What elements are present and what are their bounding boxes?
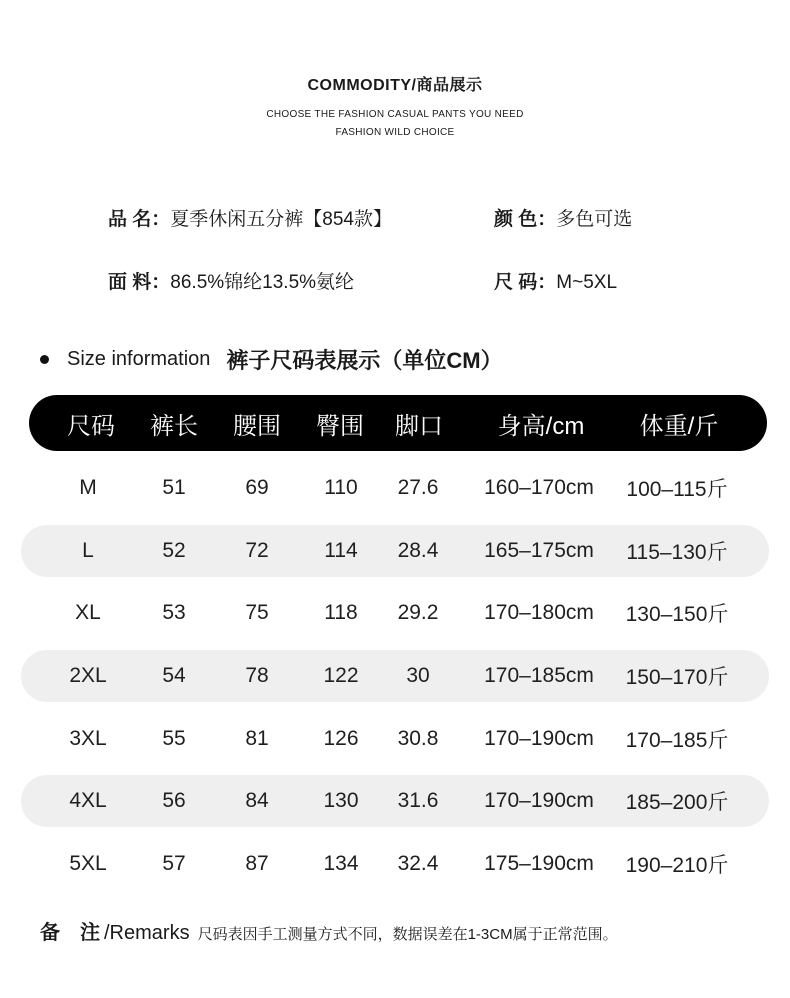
cell-waist: 69 — [245, 476, 269, 499]
product-name-label: 品 名： — [108, 209, 171, 230]
product-size-range — [494, 267, 617, 294]
cell-weight: 185–200斤 — [625, 791, 729, 814]
cell-hip: 114 — [324, 539, 358, 562]
product-size-label: 尺 码： — [494, 272, 557, 293]
bullet-icon — [40, 355, 49, 364]
remarks-note: 尺码表因手工测量方式不同，数据误差在1-3CM属于正常范围。 — [197, 926, 618, 943]
cell-waist: 75 — [245, 601, 269, 624]
cell-height: 170–190cm — [484, 789, 594, 812]
header-height: 身高/cm — [497, 412, 585, 440]
table-row — [21, 650, 769, 702]
header-length: 裤长 — [150, 412, 198, 440]
page-tagline: FASHION WILD CHOICE — [335, 127, 455, 138]
cell-weight: 100–115斤 — [626, 478, 728, 501]
table-row — [21, 587, 769, 639]
product-color — [494, 204, 632, 231]
cell-weight: 190–210斤 — [625, 854, 729, 877]
cell-weight: 150–170斤 — [625, 666, 729, 689]
cell-size: M — [79, 476, 97, 499]
section-label-en: Size information — [67, 348, 211, 370]
cell-size: 3XL — [69, 727, 107, 750]
cell-hip: 110 — [324, 476, 358, 499]
cell-hip: 126 — [323, 727, 359, 750]
table-row — [21, 525, 769, 577]
cell-waist: 81 — [245, 727, 269, 750]
cell-hem: 30 — [406, 664, 430, 687]
product-material-value: 86.5%锦纶13.5%氨纶 — [170, 272, 355, 293]
remarks — [40, 916, 618, 945]
product-name-value: 夏季休闲五分裤【854款】 — [170, 209, 392, 230]
cell-hip: 130 — [323, 789, 359, 812]
header-size: 尺码 — [67, 412, 115, 440]
cell-waist: 84 — [245, 789, 269, 812]
table-row — [21, 462, 769, 514]
table-row — [21, 838, 769, 890]
cell-size: 4XL — [69, 789, 107, 812]
product-material — [108, 267, 354, 294]
header-hip: 臀围 — [316, 412, 364, 440]
cell-waist: 72 — [245, 539, 269, 562]
cell-height: 170–180cm — [484, 601, 594, 624]
cell-length: 55 — [162, 727, 186, 750]
table-row — [21, 775, 769, 827]
cell-height: 160–170cm — [484, 476, 594, 499]
size-table-header — [29, 395, 767, 451]
header-waist: 腰围 — [233, 412, 281, 440]
remarks-label-en: /Remarks — [104, 922, 190, 944]
product-name — [108, 204, 392, 231]
cell-length: 51 — [162, 476, 186, 499]
cell-hip: 118 — [324, 601, 358, 624]
cell-hem: 29.2 — [397, 601, 439, 624]
cell-size: L — [82, 539, 94, 562]
cell-length: 56 — [162, 789, 186, 812]
cell-length: 52 — [162, 539, 186, 562]
cell-height: 165–175cm — [484, 539, 594, 562]
cell-length: 53 — [162, 601, 186, 624]
cell-hip: 134 — [323, 852, 359, 875]
cell-weight: 170–185斤 — [625, 729, 729, 752]
cell-weight: 115–130斤 — [626, 541, 728, 564]
cell-hem: 27.6 — [397, 476, 439, 499]
cell-waist: 78 — [245, 664, 269, 687]
table-row — [21, 713, 769, 765]
cell-weight: 130–150斤 — [625, 603, 729, 626]
cell-size: XL — [75, 601, 101, 624]
cell-length: 57 — [162, 852, 186, 875]
cell-hem: 32.4 — [397, 852, 439, 875]
cell-size: 5XL — [69, 852, 107, 875]
page-header — [0, 72, 790, 138]
cell-height: 170–190cm — [484, 727, 594, 750]
section-label-cn: 裤子尺码表展示（单位CM） — [226, 348, 503, 373]
cell-height: 175–190cm — [484, 852, 594, 875]
remarks-label: 备 注 — [40, 922, 100, 944]
cell-size: 2XL — [69, 664, 107, 687]
product-material-label: 面 料： — [108, 272, 171, 293]
size-section-heading — [40, 344, 503, 375]
cell-hem: 30.8 — [397, 727, 439, 750]
header-weight: 体重/斤 — [639, 412, 719, 440]
header-hem: 脚口 — [395, 412, 443, 440]
cell-height: 170–185cm — [484, 664, 594, 687]
page-subtitle: CHOOSE THE FASHION CASUAL PANTS YOU NEED — [266, 109, 524, 120]
product-size-value: M~5XL — [556, 272, 618, 293]
cell-waist: 87 — [245, 852, 269, 875]
cell-length: 54 — [162, 664, 186, 687]
cell-hem: 31.6 — [397, 789, 439, 812]
product-color-value: 多色可选 — [556, 209, 633, 230]
cell-hip: 122 — [323, 664, 359, 687]
page-title: COMMODITY/商品展示 — [307, 77, 483, 94]
product-color-label: 颜 色： — [494, 209, 557, 230]
cell-hem: 28.4 — [397, 539, 439, 562]
